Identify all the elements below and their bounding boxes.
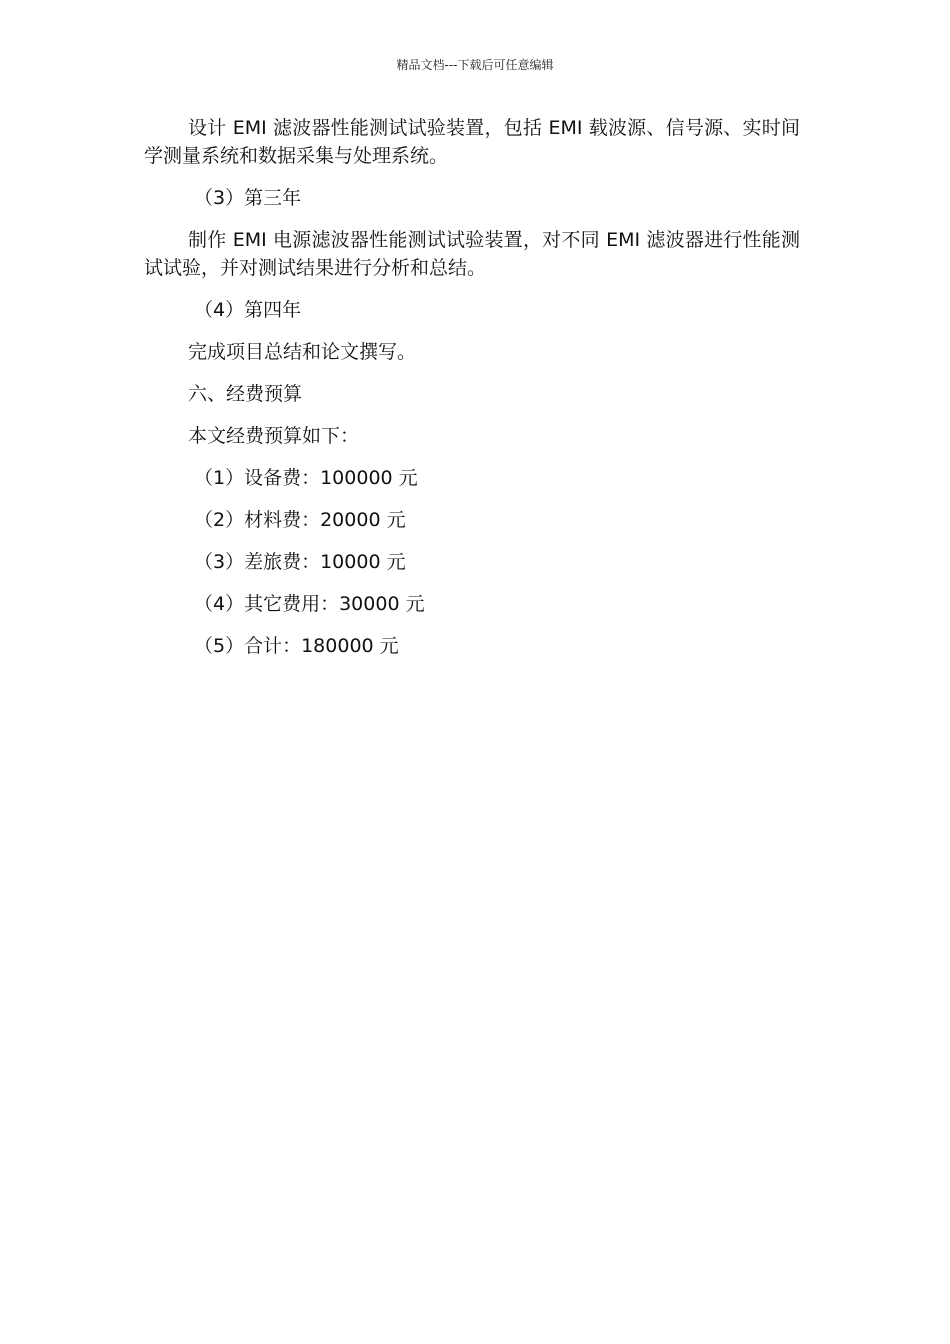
page-header: 精品文档---下载后可任意编辑	[396, 58, 554, 72]
budget-item-materials: （2）材料费：20000 元	[194, 509, 406, 531]
budget-item-travel: （3）差旅费：10000 元	[194, 551, 406, 573]
paragraph-design: 设计 EMI 滤波器性能测试试验装置，包括 EMI 载波源、信号源、实时间学测量系统和数据采集与处理系统。	[144, 117, 800, 167]
paragraph-summary: 完成项目总结和论文撰写。	[188, 341, 417, 363]
budget-intro: 本文经费预算如下：	[188, 425, 360, 447]
budget-item-total: （5）合计：180000 元	[194, 635, 399, 657]
year-4-heading: （4）第四年	[194, 299, 302, 321]
document-body	[144, 114, 800, 660]
budget-item-equipment: （1）设备费：100000 元	[194, 467, 418, 489]
paragraph-build: 制作 EMI 电源滤波器性能测试试验装置，对不同 EMI 滤波器进行性能测试试验，并对测试结果进行分析和总结。	[144, 229, 800, 279]
section-title-budget: 六、经费预算	[188, 383, 303, 405]
budget-item-other: （4）其它费用：30000 元	[194, 593, 425, 615]
year-3-heading: （3）第三年	[194, 187, 302, 209]
